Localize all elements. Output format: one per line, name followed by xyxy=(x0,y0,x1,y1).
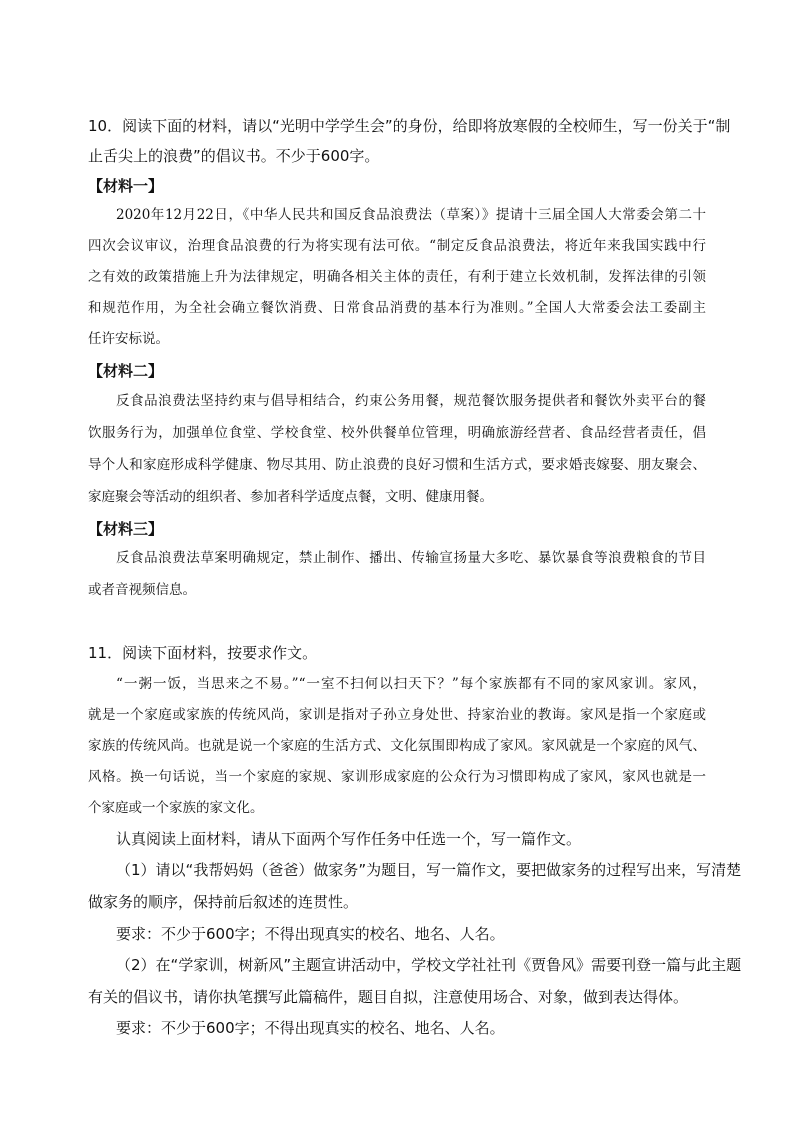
q11-instruction: 认真阅读上面材料，请从下面两个写作任务中任选一个，写一篇作文。 xyxy=(116,830,582,848)
material2-line-2: 饮服务行为，加强单位食堂、学校食堂、校外供餐单位管理，明确旅游经营者、食品经营者责任，倡 xyxy=(88,425,706,441)
q11-task2-requirement: 要求：不少于600字；不得出现真实的校名、地名、人名。 xyxy=(116,1019,505,1037)
q11-task2-line-2: 有关的倡议书，请你执笔撰写此篇稿件，题目自拟，注意使用场合、对象，做到表达得体。 xyxy=(88,988,689,1006)
material2-line-3: 导个人和家庭形成科学健康、物尽其用、防止浪费的良好习惯和生活方式，要求婚丧嫁娶、朋友聚会、 xyxy=(88,457,706,473)
q11-task2-line-1: （2）在“学家训，树新风”主题宣讲活动中，学校文学社社刊《贾鲁风》需要刊登一篇与此主题 xyxy=(116,956,742,974)
q11-passage-line-5: 个家庭或一个家族的家文化。 xyxy=(88,800,264,816)
material1-heading: 【材料一】 xyxy=(88,177,164,195)
q11-task1-line-1: （1）请以“我帮妈妈（爸爸）做家务”为题目，写一篇作文，要把做家务的过程写出来，写清楚 xyxy=(116,861,742,879)
material2-line-4: 家庭聚会等活动的组织者、参加者科学适度点餐，文明、健康用餐。 xyxy=(88,489,493,505)
material1-line-4: 和规范作用，为全社会确立餐饮消费、日常食品消费的基本行为准则。”全国人大常委会法工委副主 xyxy=(88,300,706,316)
q11-passage-line-1: “一粥一饭，当思来之不易。”“一室不扫何以扫天下？”每个家族都有不同的家风家训。家风， xyxy=(116,676,706,692)
material1-line-3: 之有效的政策措施上升为法律规定，明确各相关主体的责任，有利于建立长效机制，发挥法律的引领 xyxy=(88,269,706,285)
q10-prompt-line-1: 10．阅读下面的材料，请以“光明中学学生会”的身份，给即将放寒假的全校师生，写一份关于“制 xyxy=(88,117,731,135)
q11-passage-line-2: 就是一个家庭或家族的传统风尚，家训是指对子孙立身处世、持家治业的教诲。家风是指一个家庭或 xyxy=(88,707,706,723)
material3-line-2: 或者音视频信息。 xyxy=(88,582,196,598)
material1-line-2: 四次会议审议，治理食品浪费的行为将实现有法可依。“制定反食品浪费法，将近年来我国实践中行 xyxy=(88,238,706,254)
q11-task1-line-2: 做家务的顺序，保持前后叙述的连贯性。 xyxy=(88,893,359,911)
material3-heading: 【材料三】 xyxy=(88,520,164,538)
q11-passage-line-3: 家族的传统风尚。也就是说一个家庭的生活方式、文化氛围即构成了家风。家风就是一个家庭的风气、 xyxy=(88,738,706,754)
material1-line-5: 任许安标说。 xyxy=(88,331,169,347)
material2-heading: 【材料二】 xyxy=(88,362,164,380)
q11-passage-line-4: 风格。换一句话说，当一个家庭的家规、家训形成家庭的公众行为习惯即构成了家风，家风也就是一 xyxy=(88,769,706,785)
material1-line-1: 2020年12月22日，《中华人民共和国反食品浪费法（草案）》提请十三届全国人大常委会第二十 xyxy=(116,207,706,223)
q11-title: 11．阅读下面材料，按要求作文。 xyxy=(88,644,318,662)
material3-line-1: 反食品浪费法草案明确规定，禁止制作、播出、传输宣扬量大多吃、暴饮暴食等浪费粮食的节目 xyxy=(116,550,706,566)
q11-task1-requirement: 要求：不少于600字；不得出现真实的校名、地名、人名。 xyxy=(116,925,505,943)
material2-line-1: 反食品浪费法坚持约束与倡导相结合，约束公务用餐，规范餐饮服务提供者和餐饮外卖平台的餐 xyxy=(116,393,706,409)
q10-prompt-line-2: 止舌尖上的浪费”的倡议书。不少于600字。 xyxy=(88,147,380,165)
